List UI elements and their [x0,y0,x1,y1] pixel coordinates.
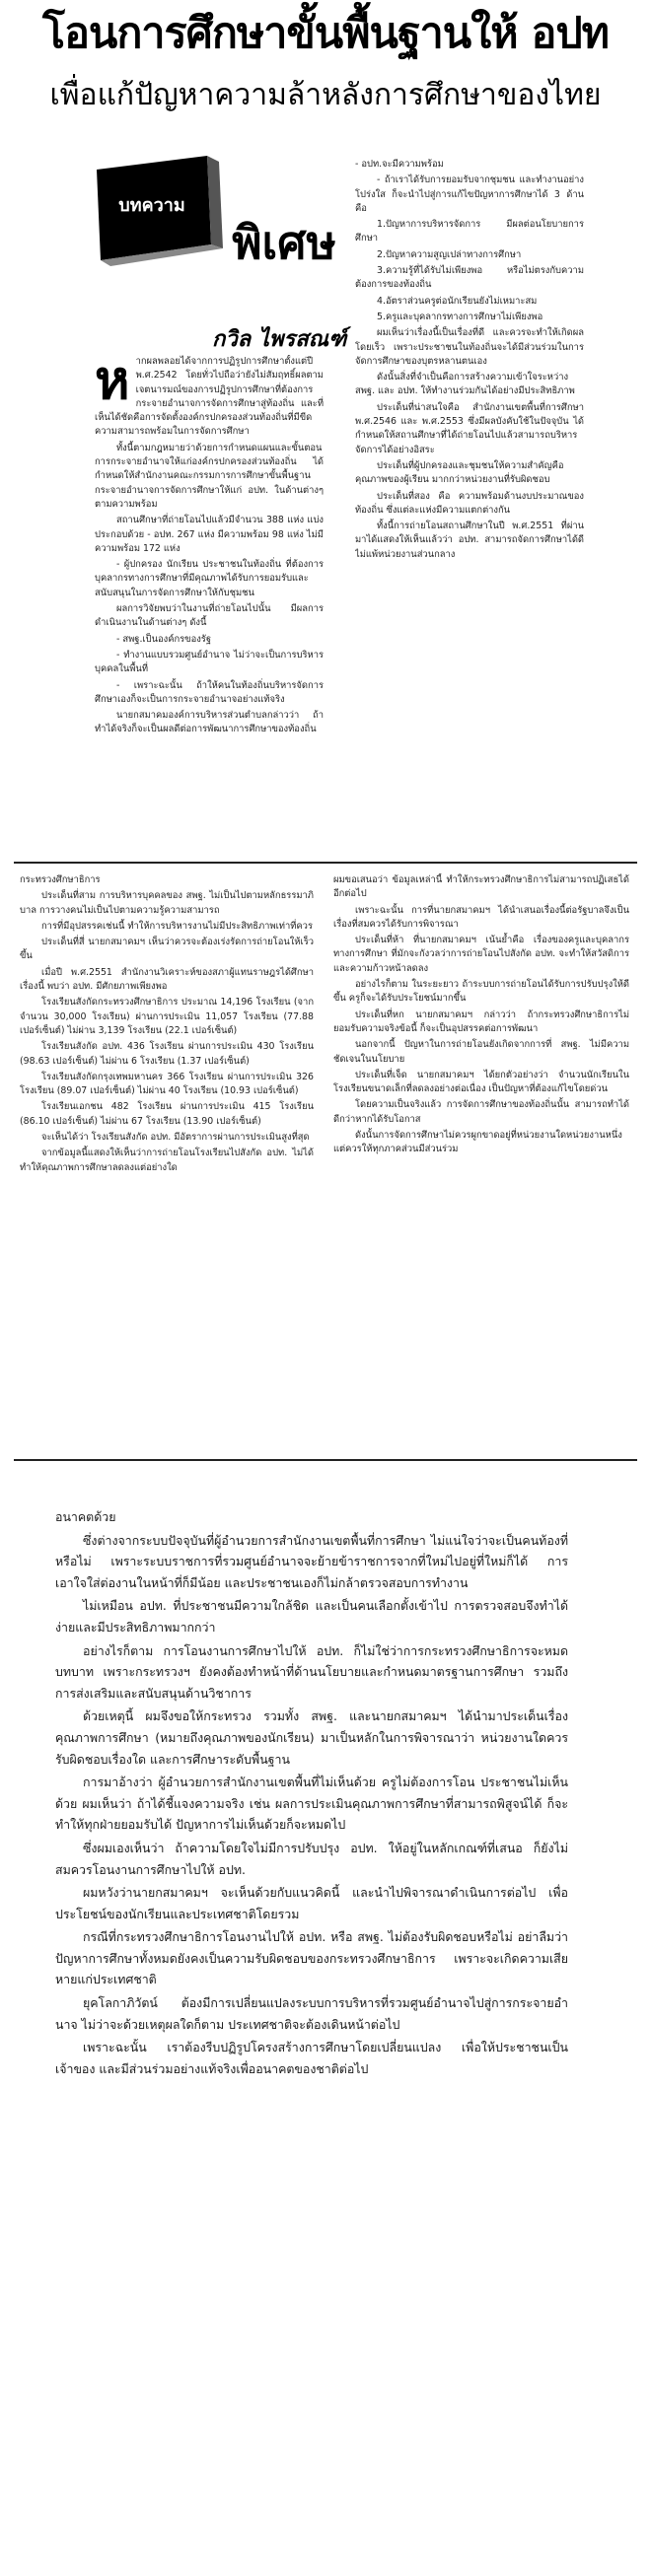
paragraph: ากผลพลอยได้จากการปฏิรูปการศึกษาตั้งแต่ปี พ.ศ.2542 โดยทั่วไปถือว่ายังไม่สัมฤทธิ์ผลตามเจตนารมณ์ของการปฏิรูปการศึกษาที่ต้องการกระจายอำนาจการจัดการศึกษาสู่ท้องถิ่น และที่เห็นได้ชัดคือการจัดตั้งองค์กรปกครองส่วนท้องถิ่นที่มีขีดความสามารถพร้อมในการจัดการศึกษา [95,356,324,438]
paragraph: ซึ่งต่างจากระบบปัจจุบันที่ผู้อำนวยการสำนักงานเขตพื้นที่การศึกษา ไม่แน่ใจว่าจะเป็นคนท้องที่หรือไม่ เพราะระบบราชการที่รวมศูนย์อำนาจจะย้ายข้าราชการจากที่ใหม่ไปอยู่ที่ใหม่ก็ได้ การเอาใจใส่ต่องานในหน้าที่ก็มีน้อย และประชาชนเองก็ไม่กล้าตรวจสอบการทำงาน [55,1532,568,1590]
paragraph: ประเด็นที่หก นายกสมาคมฯ กล่าวว่า ถ้ากระทรวงศึกษาธิการไม่ยอมรับความจริงข้อนี้ ก็จะเป็นอุปสรรคต่อการพัฒนา [333,1009,629,1034]
paragraph: - อปท.จะมีความพร้อม [355,159,444,170]
paragraph: ดังนั้นสิ่งที่จำเป็นคือการสร้างความเข้าใจระหว่าง สพฐ. และ อปท. ให้ทำงานร่วมกันได้อย่างมีประสิทธิภาพ [355,372,575,397]
paragraph: 4.อัตราส่วนครูต่อนักเรียนยังไม่เหมาะสม [377,295,538,307]
paragraph: ประเด็นที่สอง คือ ความพร้อมด้านงบประมาณของท้องถิ่น ซึ่งแต่ละแห่งมีความแตกต่างกัน [355,490,584,516]
column-logo-word: พิเศษ [232,216,336,269]
paragraph: ประเด็นที่ห้า ที่นายกสมาคมฯ เน้นย้ำคือ เรื่องของครูและบุคลากรทางการศึกษา ที่มักจะกังวลว่าการถ่ายโอนไปสังกัด อปท. จะทำให้สวัสดิการและความก้าวหน้าลดลง [333,935,629,974]
paragraph: อย่างไรก็ตาม ในระยะยาว ถ้าระบบการถ่ายโอนได้รับการปรับปรุงให้ดีขึ้น ครูก็จะได้รับประโยชน์มากขึ้น [333,979,629,1005]
paragraph: เพราะฉะนั้น เราต้องรีบปฏิรูปโครงสร้างการศึกษาโดยเปลี่ยนแปลง เพื่อให้ประชาชนเป็นเจ้าของ และมีส่วนร่วมอย่างแท้จริงเพื่ออนาคตของชาติต่อไป [55,2040,568,2076]
paragraph: โรงเรียนเอกชน 482 โรงเรียน ผ่านการประเมิน 415 โรงเรียน (86.10 เปอร์เซ็นต์) ไม่ผ่าน 67 โรงเรียน (13.90 เปอร์เซ็นต์) [20,1101,314,1127]
paragraph: จะเห็นได้ว่า โรงเรียนสังกัด อปท. มีอัตราการผ่านการประเมินสูงที่สุด [41,1132,310,1144]
paragraph: ผมหวังว่านายกสมาคมฯ จะเห็นด้วยกับแนวคิดนี้ และนำไปพิจารณาดำเนินการต่อไป เพื่อประโยชน์ของนักเรียนและประเทศชาติโดยรวม [55,1885,568,1921]
paragraph: ทั้งนี้ตามกฎหมายว่าด้วยการกำหนดแผนและขั้นตอนการกระจายอำนาจให้แก่องค์กรปกครองส่วนท้องถิ่น ได้กำหนดให้สำนักงานคณะกรรมการการศึกษาขั้นพื้นฐานกระจายอำนาจการจัดการศึกษาให้แก่ อปท. ในด้านต่างๆ ตามความพร้อม [95,442,324,510]
paragraph: - ผู้ปกครอง นักเรียน ประชาชนในท้องถิ่น ที่ต้องการบุคลากรทางการศึกษาที่มีคุณภาพได้รับการยอมรับและสนับสนุนในการจัดการศึกษาให้กับชุมชน [95,559,324,598]
paragraph: ไม่เหมือน อปท. ที่ประชาชนมีความใกล้ชิด และเป็นคนเลือกตั้งเข้าไป การตรวจสอบจึงทำได้ง่ายและมีประสิทธิภาพมากกว่า [55,1598,568,1635]
paragraph: 5.ครูและบุคลากรทางการศึกษาไม่เพียงพอ [377,311,543,322]
paragraph: การมาอ้างว่า ผู้อำนวยการสำนักงานเขตพื้นที่ไม่เห็นด้วย ครูไม่ต้องการโอน ประชาชนไม่เห็นด้วย ผมเห็นว่า ถ้าได้ชี้แจงความจริง เช่น ผลการประเมินคุณภาพการศึกษาที่สามารถพิสูจน์ได้ ก็จะทำให้ทุกฝ่ายยอมรับได้ ปัญหาการไม่เห็นด้วยก็จะหมดไป [55,1775,568,1833]
paragraph: ผมขอเสนอว่า ข้อมูลเหล่านี้ ทำให้กระทรวงศึกษาธิการไม่สามารถปฏิเสธได้อีกต่อไป [333,874,629,900]
subheadline: เพื่อแก้ปัญหาความล้าหลังการศึกษาของไทย [49,78,602,112]
column-logo [91,150,367,278]
paragraph: ประเด็นที่น่าสนใจคือ สำนักงานเขตพื้นที่การศึกษา พ.ศ.2546 และ พ.ศ.2553 ซึ่งมีผลบังคับใช้ในปัจจุบัน ได้กำหนดให้สถานศึกษาที่ได้ถ่ายโอนไปแล้วสามารถบริหารจัดการได้อย่างอิสระ [355,401,584,455]
paragraph: ประเด็นที่เจ็ด นายกสมาคมฯ ได้ยกตัวอย่างว่า จำนวนนักเรียนในโรงเรียนขนาดเล็กที่ลดลงอย่างต่อเนื่อง เป็นปัญหาที่ต้องแก้ไขโดยด่วน [333,1069,629,1095]
paragraph: อนาคตด้วย [55,1509,116,1524]
paragraph: โรงเรียนสังกัด อปท. 436 โรงเรียน ผ่านการประเมิน 430 โรงเรียน (98.63 เปอร์เซ็นต์) ไม่ผ่าน 6 โรงเรียน (1.37 เปอร์เซ็นต์) [20,1041,314,1067]
paragraph: จากข้อมูลนี้แสดงให้เห็นว่าการถ่ายโอนโรงเรียนไปสังกัด อปท. ไม่ได้ทำให้คุณภาพการศึกษาลดลงแต่อย่างใด [20,1148,314,1173]
paragraph: กรณีที่กระทรวงศึกษาธิการโอนงานไปให้ อปท. หรือ สพฐ. ไม่ต้องรับผิดชอบหรือไม่ อย่าลืมว่า ปัญหาการศึกษาทั้งหมดยังคงเป็นความรับผิดชอบของกระทรวงศึกษาธิการ เพราะจะเกิดความเสียหายแก่ประเทศชาติ [55,1929,568,1987]
paragraph: ยุคโลกาภิวัตน์ ต้องมีการเปลี่ยนแปลงระบบการบริหารที่รวมศูนย์อำนาจไปสู่การกระจายอำนาจ ไม่ว่าจะด้วยเหตุผลใดก็ตาม ประเทศชาติจะต้องเดินหน้าต่อไป [55,1995,568,2032]
paragraph: โรงเรียนสังกัดกรุงเทพมหานคร 366 โรงเรียน ผ่านการประเมิน 326 โรงเรียน (89.07 เปอร์เซ็นต์) ไม่ผ่าน 40 โรงเรียน (10.93 เปอร์เซ็นต์) [20,1071,314,1097]
paragraph: ซึ่งผมเองเห็นว่า ถ้าความโดยใจไม่มีการปรับปรุง อปท. ให้อยู่ในหลักเกณฑ์ที่เสนอ ก็ยังไม่สมควรโอนงานการศึกษาไปให้ อปท. [55,1840,568,1877]
section-divider [14,862,637,864]
paragraph: อย่างไรก็ตาม การโอนงานการศึกษาไปให้ อปท. ก็ไม่ใช่ว่าการกระทรวงศึกษาธิการจะหมดบทบาท เพราะกระทรวงฯ ยังคงต้องทำหน้าที่ด้านนโยบายและกำหนดมาตรฐานการศึกษา รวมถึงการส่งเสริมและสนับสนุนด้านวิชาการ [55,1642,568,1701]
paragraph: กระทรวงศึกษาธิการ [20,874,101,885]
paragraph: ผมเห็นว่าเรื่องนี้เป็นเรื่องที่ดี และควรจะทำให้เกิดผลโดยเร็ว เพราะประชาชนในท้องถิ่นจะได้มีส่วนร่วมในการจัดการศึกษาของบุตรหลานตนเอง [355,327,584,367]
paragraph: นอกจากนี้ ปัญหาในการถ่ายโอนยังเกิดจากการที่ สพฐ. ไม่มีความชัดเจนในนโยบาย [333,1039,629,1065]
byline: กวิล ไพรสณฑ์ [212,326,347,352]
paragraph: 1.ปัญหาการบริหารจัดการ มีผลต่อนโยบายการศึกษา [355,219,584,244]
column-logo-tag: บทความ [118,195,185,216]
paragraph: - เพราะฉะนั้น ถ้าให้คนในท้องถิ่นบริหารจัดการศึกษาเองก็จะเป็นการกระจายอำนาจอย่างแท้จริง [95,679,324,705]
paragraph: ผลการวิจัยพบว่าในงานที่ถ่ายโอนไปนั้น มีผลการดำเนินงานในด้านต่างๆ ดังนี้ [95,603,324,629]
paragraph: ประเด็นที่สี่ นายกสมาคมฯ เห็นว่าควรจะต้องเร่งรัดการถ่ายโอนให้เร็วขึ้น [20,937,314,962]
paragraph: นายกสมาคมองค์การบริหารส่วนตำบลกล่าวว่า ถ้าทำได้จริงก็จะเป็นผลดีต่อการพัฒนาการศึกษาของท้องถิ่น [95,710,324,735]
paragraph: - ทำงานแบบรวมศูนย์อำนาจ ไม่ว่าจะเป็นการบริหารบุคคลในพื้นที่ [95,649,324,675]
paragraph: การที่มีอุปสรรคเช่นนี้ ทำให้การบริหารงานไม่มีประสิทธิภาพเท่าที่ควร [41,920,313,932]
paragraph: ดังนั้นการจัดการศึกษาไม่ควรผูกขาดอยู่ที่หน่วยงานใดหน่วยงานหนึ่ง แต่ควรให้ทุกภาคส่วนมีส่วนร่วม [333,1130,622,1155]
bottom-column [55,1506,568,2081]
upper-left-column [95,355,324,848]
paragraph: เพราะฉะนั้น การที่นายกสมาคมฯ ได้นำเสนอเรื่องนี้ต่อรัฐบาลจึงเป็นเรื่องที่สมควรได้รับการพิจารณา [333,904,629,930]
paragraph: ทั้งนี้การถ่ายโอนสถานศึกษาในปี พ.ศ.2551 ที่ผ่านมาได้แสดงให้เห็นแล้วว่า อปท. สามารถจัดการศึกษาได้ดีไม่แพ้หน่วยงานส่วนกลาง [355,521,584,560]
paragraph: ประเด็นที่ผู้ปกครองและชุมชนให้ความสำคัญคือ คุณภาพของผู้เรียน มากกว่าหน่วยงานที่รับผิดชอบ [355,459,564,486]
paragraph: 3.ความรู้ที่ได้รับไม่เพียงพอ หรือไม่ตรงกับความต้องการของท้องถิ่น [355,265,584,291]
upper-right-column [355,158,584,848]
paragraph: ประเด็นที่สาม การบริหารบุคคลของ สพฐ. ไม่เป็นไปตามหลักธรรมาภิบาล การวางคนไม่เป็นไปตามความรู้ความสามารถ [20,890,314,916]
middle-right-column [333,873,629,1406]
section-divider [14,1459,637,1461]
headline: โอนการศึกษาขั้นพื้นฐานให้ อปท [42,9,609,58]
paragraph: เมื่อปี พ.ศ.2551 สำนักงานวิเคราะห์ของสภาผู้แทนราษฎรได้ศึกษาเรื่องนี้ พบว่า อปท. มีศักยภาพเพียงพอ [20,966,314,993]
paragraph: - ถ้าเราได้รับการยอมรับจากชุมชน และทำงานอย่างโปร่งใส ก็จะนำไปสู่การแก้ไขปัญหาการศึกษาได้ 3 ด้านคือ [355,174,584,214]
paragraph: โดยความเป็นจริงแล้ว การจัดการศึกษาของท้องถิ่นนั้น สามารถทำได้ดีกว่าหากได้รับโอกาส [333,1099,629,1125]
middle-left-column [20,873,314,1406]
paragraph: ด้วยเหตุนี้ ผมจึงขอให้กระทรวง รวมทั้ง สพฐ. และนายกสมาคมฯ ได้นำมาประเด็นเรื่องคุณภาพการศึกษา (หมายถึงคุณภาพของนักเรียน) มาเป็นหลักในการพิจารณาว่า หน่วยงานใดควรรับผิดชอบเรื่องใด และการศึกษาระดับพื้นฐาน [55,1708,568,1767]
paragraph: โรงเรียนสังกัดกระทรวงศึกษาธิการ ประมาณ 14,196 โรงเรียน (จากจำนวน 30,000 โรงเรียน) ผ่านการประเมิน 11,057 โรงเรียน (77.88 เปอร์เซ็นต์) ไม่ผ่าน 3,139 โรงเรียน (22.1 เปอร์เซ็นต์) [20,997,314,1036]
drop-cap: ห [95,355,130,411]
paragraph: สถานศึกษาที่ถ่ายโอนไปแล้วมีจำนวน 388 แห่ง แบ่งประกอบด้วย - อปท. 267 แห่ง มีความพร้อม 98 แห่ง ไม่มีความพร้อม 172 แห่ง [95,515,324,554]
paragraph: 2.ปัญหาความสูญเปล่าทางการศึกษา [377,248,522,260]
paragraph: - สพฐ.เป็นองค์กรของรัฐ [116,633,211,645]
